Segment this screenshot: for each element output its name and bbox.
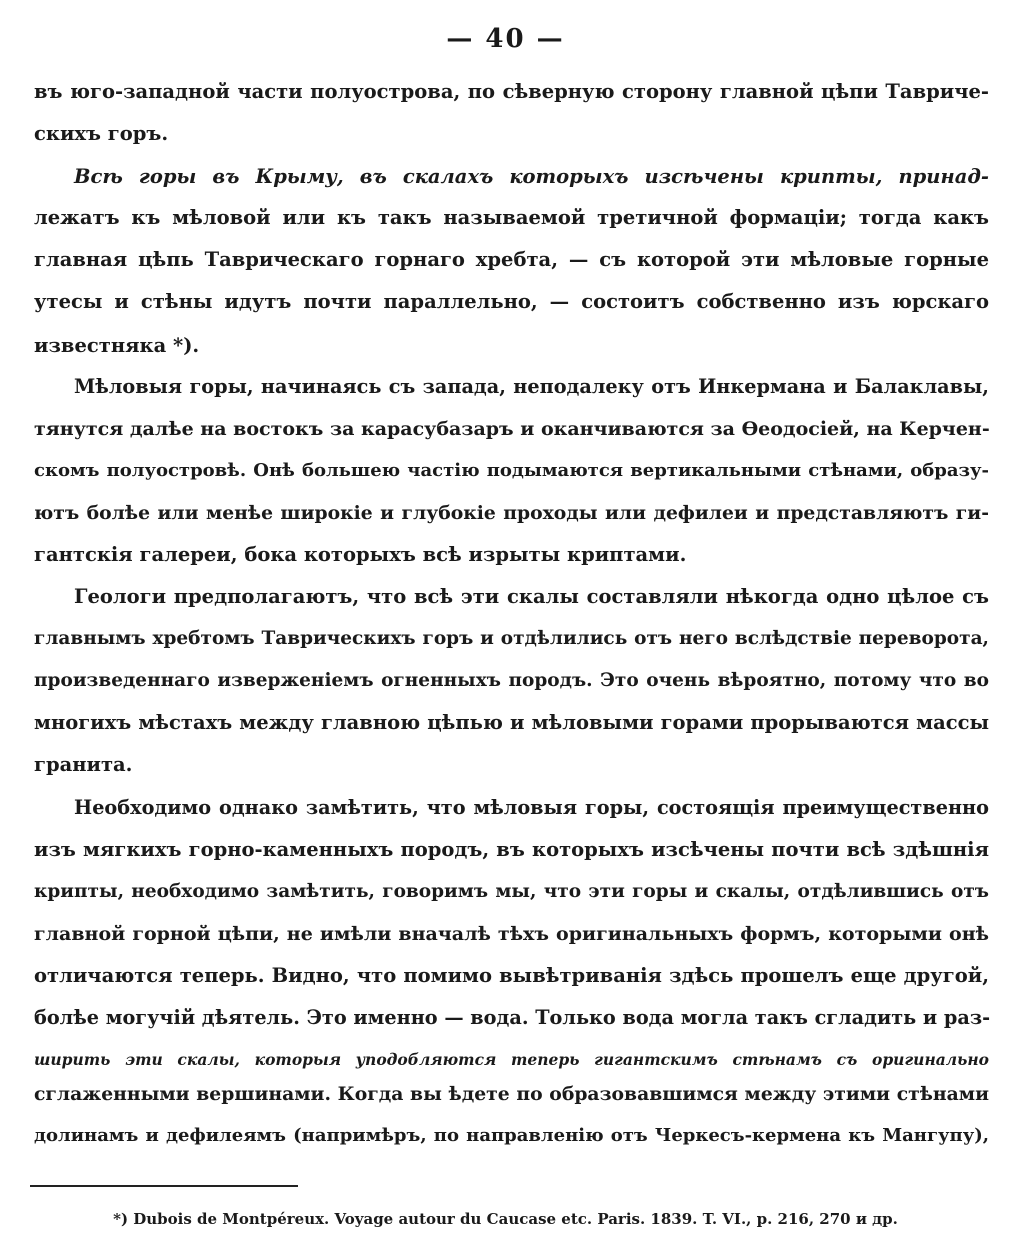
text-line: главной горной цѣпи, не имѣли вначалѣ тѣхъ оригинальныхъ формъ, которыми онѣ bbox=[34, 923, 989, 945]
text-line: гантскія галереи, бока которыхъ всѣ изрыты криптами. bbox=[34, 543, 687, 566]
text-line: Необходимо однако замѣтить, что мѣловыя горы, состоящія преимущественно bbox=[74, 796, 989, 819]
text-line: ширить эти скалы, которыя уподобляются теперь гигантскимъ стѣнамъ съ оригинально bbox=[34, 1050, 989, 1069]
text-line: Мѣловыя горы, начинаясь съ запада, неподалеку отъ Инкермана и Балаклавы, bbox=[74, 375, 989, 398]
text-line: многихъ мѣстахъ между главною цѣпью и мѣловыми горами прорываются массы bbox=[34, 711, 989, 734]
text-line: гранита. bbox=[34, 753, 133, 776]
text-line: главнымъ хребтомъ Таврическихъ горъ и отдѣлились отъ него вслѣдствіе переворота, bbox=[34, 628, 989, 649]
footnote-rule bbox=[30, 1185, 298, 1187]
text-line: произведеннаго изверженіемъ огненныхъ породъ. Это очень вѣроятно, потому что во bbox=[34, 670, 989, 691]
text-line: главная цѣпь Таврическаго горнаго хребта, — съ которой эти мѣловые горные bbox=[34, 248, 989, 271]
text-line: Всѣ горы въ Крыму, въ скалахъ которыхъ изсѣчены крипты, принад- bbox=[74, 165, 989, 188]
text-line: тянутся далѣе на востокъ за карасубазаръ и оканчиваются за Ѳеодосіей, на Керчен- bbox=[34, 418, 990, 440]
text-line: долинамъ и дефилеямъ (напримѣръ, по направленію отъ Черкесъ-кермена къ Мангупу), bbox=[34, 1125, 989, 1146]
text-line: въ юго-западной части полуострова, по сѣверную сторону главной цѣпи Тавриче- bbox=[34, 80, 989, 103]
page-number: — 40 — bbox=[446, 24, 565, 54]
text-line: скихъ горъ. bbox=[34, 122, 169, 145]
text-line: утесы и стѣны идутъ почти параллельно, — состоитъ собственно изъ юрскаго bbox=[34, 290, 989, 313]
text-line: лежатъ къ мѣловой или къ такъ называемой третичной формаціи; тогда какъ bbox=[34, 206, 989, 229]
text-line: отличаются теперь. Видно, что помимо вывѣтриванія здѣсь прошелъ еще другой, bbox=[34, 964, 989, 987]
text-line: крипты, необходимо замѣтить, говоримъ мы, что эти горы и скалы, отдѣлившись отъ bbox=[34, 881, 989, 902]
text-line: известняка *). bbox=[34, 334, 200, 357]
text-line: ютъ болѣе или менѣе широкіе и глубокіе проходы или дефилеи и представляютъ ги- bbox=[34, 502, 989, 524]
text-line: болѣе могучій дѣятель. Это именно — вода. Только вода могла такъ сгладить и раз- bbox=[34, 1006, 991, 1029]
text-line: Геологи предполагаютъ, что всѣ эти скалы составляли нѣкогда одно цѣлое съ bbox=[74, 585, 989, 608]
text-line: изъ мягкихъ горно-каменныхъ породъ, въ которыхъ изсѣчены почти всѣ здѣшнія bbox=[34, 838, 989, 861]
footnote: *) Dubois de Montpéreux. Voyage autour du Caucase etc. Paris. 1839. T. VI., p. 216, 270 и др. bbox=[113, 1210, 898, 1228]
text-line: сглаженными вершинами. Когда вы ѣдете по образовавшимся между этими стѣнами bbox=[34, 1083, 989, 1105]
text-line: скомъ полуостровѣ. Онѣ большею частію подымаются вертикальными стѣнами, образу- bbox=[34, 460, 989, 481]
